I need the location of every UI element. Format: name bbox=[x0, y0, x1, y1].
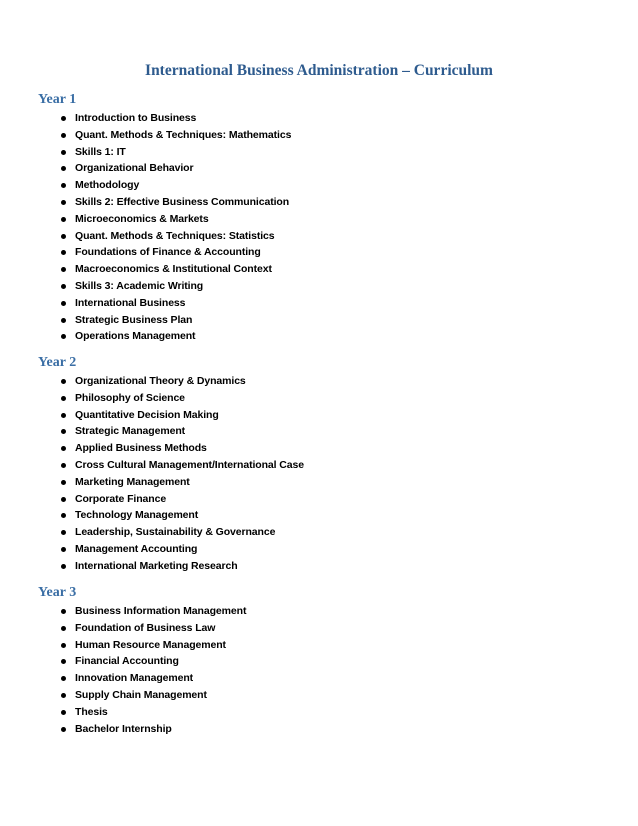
course-label: Bachelor Internship bbox=[75, 722, 172, 735]
bullet-icon bbox=[61, 217, 66, 222]
list-item bbox=[38, 373, 598, 390]
bullet-icon bbox=[61, 513, 66, 518]
course-label: Innovation Management bbox=[75, 672, 194, 685]
course-label: Management Accounting bbox=[75, 542, 198, 555]
course-label: Skills 1: IT bbox=[75, 145, 126, 158]
course-label: Microeconomics & Markets bbox=[75, 212, 209, 225]
bullet-icon bbox=[61, 530, 66, 535]
list-item bbox=[38, 440, 598, 457]
course-label: Financial Accounting bbox=[75, 655, 179, 668]
bullet-icon bbox=[61, 676, 66, 681]
course-label: Quant. Methods & Techniques: Mathematics bbox=[75, 128, 292, 141]
list-item bbox=[38, 491, 598, 508]
bullet-icon bbox=[61, 609, 66, 614]
bullet-icon bbox=[61, 446, 66, 451]
bullet-icon bbox=[61, 480, 66, 485]
course-label: Leadership, Sustainability & Governance bbox=[75, 526, 276, 539]
course-label: Supply Chain Management bbox=[75, 688, 207, 701]
course-label: International Business bbox=[75, 296, 186, 309]
course-label: Skills 3: Academic Writing bbox=[75, 279, 204, 292]
bullet-icon bbox=[61, 234, 66, 239]
course-label: Foundations of Finance & Accounting bbox=[75, 246, 261, 259]
list-item bbox=[38, 603, 598, 620]
course-label: Corporate Finance bbox=[75, 492, 167, 505]
list-item bbox=[38, 110, 598, 127]
course-label: Macroeconomics & Institutional Context bbox=[75, 263, 272, 276]
course-label: Applied Business Methods bbox=[75, 442, 207, 455]
list-item bbox=[38, 295, 598, 312]
course-label: Methodology bbox=[75, 179, 140, 192]
course-label: Business Information Management bbox=[75, 605, 247, 617]
bullet-icon bbox=[61, 150, 66, 155]
list-item bbox=[38, 670, 598, 687]
list-item bbox=[38, 620, 598, 637]
list-item bbox=[38, 653, 598, 670]
course-label: Cross Cultural Management/International Case bbox=[75, 458, 304, 471]
course-label: Quant. Methods & Techniques: Statistics bbox=[75, 229, 275, 242]
list-item bbox=[38, 278, 598, 295]
course-label: Skills 2: Effective Business Communication bbox=[75, 195, 290, 208]
bullet-icon bbox=[61, 183, 66, 188]
bullet-icon bbox=[61, 547, 66, 552]
list-item bbox=[38, 721, 598, 738]
list-item bbox=[38, 687, 598, 704]
course-label: Quantitative Decision Making bbox=[75, 408, 219, 421]
course-label: Technology Management bbox=[75, 509, 199, 522]
list-item bbox=[38, 261, 598, 278]
bullet-icon bbox=[61, 626, 66, 631]
bullet-icon bbox=[61, 200, 66, 205]
course-label: International Marketing Research bbox=[75, 559, 238, 572]
list-item bbox=[38, 244, 598, 261]
year-heading: Year 1 bbox=[38, 92, 77, 107]
list-item bbox=[38, 704, 598, 721]
course-label: Human Resource Management bbox=[75, 638, 226, 651]
bullet-icon bbox=[61, 250, 66, 255]
bullet-icon bbox=[61, 267, 66, 272]
bullet-icon bbox=[61, 318, 66, 323]
year-2-section bbox=[38, 354, 598, 575]
bullet-icon bbox=[61, 379, 66, 384]
bullet-icon bbox=[61, 564, 66, 569]
list-item bbox=[38, 160, 598, 177]
course-list bbox=[38, 603, 598, 737]
course-label: Organizational Theory & Dynamics bbox=[75, 375, 246, 387]
list-item bbox=[38, 228, 598, 245]
list-item bbox=[38, 127, 598, 144]
bullet-icon bbox=[61, 463, 66, 468]
bullet-icon bbox=[61, 710, 66, 715]
bullet-icon bbox=[61, 133, 66, 138]
bullet-icon bbox=[61, 166, 66, 171]
course-label: Strategic Business Plan bbox=[75, 313, 193, 326]
list-item bbox=[38, 474, 598, 491]
year-heading: Year 2 bbox=[38, 355, 77, 370]
course-label: Marketing Management bbox=[75, 475, 190, 488]
year-3-section bbox=[38, 584, 598, 737]
bullet-icon bbox=[61, 396, 66, 401]
bullet-icon bbox=[61, 643, 66, 648]
course-label: Operations Management bbox=[75, 330, 196, 343]
list-item bbox=[38, 407, 598, 424]
list-item bbox=[38, 637, 598, 654]
list-item bbox=[38, 423, 598, 440]
course-label: Philosophy of Science bbox=[75, 391, 185, 404]
course-list bbox=[38, 373, 598, 575]
list-item bbox=[38, 194, 598, 211]
bullet-icon bbox=[61, 284, 66, 289]
year-1-section bbox=[38, 91, 598, 345]
year-heading: Year 3 bbox=[38, 585, 77, 600]
list-item bbox=[38, 211, 598, 228]
course-list bbox=[38, 110, 598, 345]
course-label: Foundation of Business Law bbox=[75, 621, 216, 634]
list-item bbox=[38, 524, 598, 541]
list-item bbox=[38, 541, 598, 558]
bullet-icon bbox=[61, 693, 66, 698]
bullet-icon bbox=[61, 413, 66, 418]
bullet-icon bbox=[61, 497, 66, 502]
bullet-icon bbox=[61, 116, 66, 121]
bullet-icon bbox=[61, 429, 66, 434]
list-item bbox=[38, 144, 598, 161]
course-label: Organizational Behavior bbox=[75, 162, 194, 175]
course-label: Strategic Management bbox=[75, 425, 186, 438]
list-item bbox=[38, 328, 598, 345]
bullet-icon bbox=[61, 334, 66, 339]
list-item bbox=[38, 457, 598, 474]
page-title: International Business Administration – Curriculum bbox=[145, 62, 493, 79]
bullet-icon bbox=[61, 659, 66, 664]
bullet-icon bbox=[61, 301, 66, 306]
course-label: Thesis bbox=[75, 705, 108, 718]
list-item bbox=[38, 312, 598, 329]
list-item bbox=[38, 507, 598, 524]
list-item bbox=[38, 177, 598, 194]
course-label: Introduction to Business bbox=[75, 112, 197, 124]
list-item bbox=[38, 558, 598, 575]
bullet-icon bbox=[61, 727, 66, 732]
list-item bbox=[38, 390, 598, 407]
